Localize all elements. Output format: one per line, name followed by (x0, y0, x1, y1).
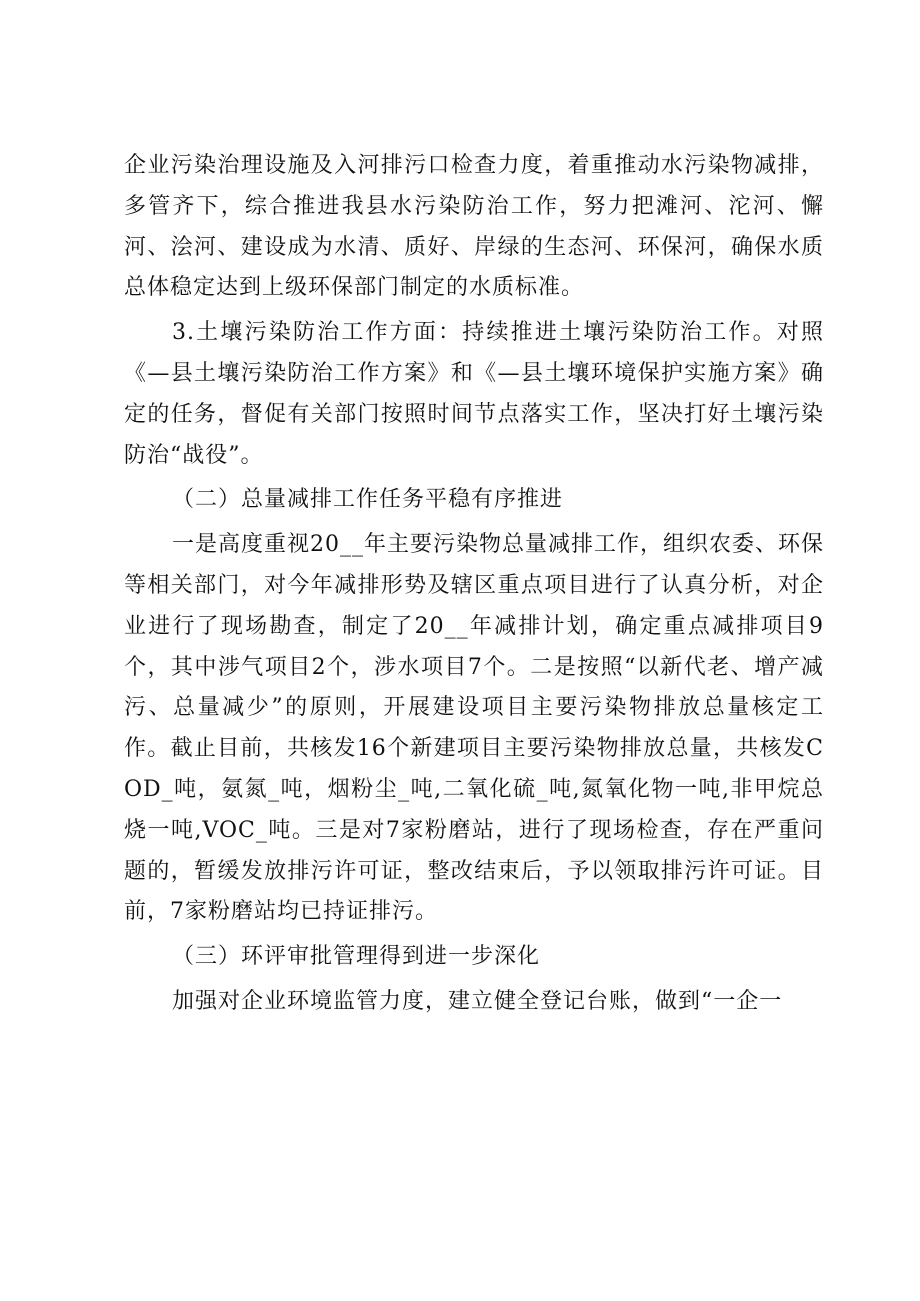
paragraph-water-pollution: 企业污染治理设施及入河排污口检查力度，着重推动水污染物减排，多管齐下，综合推进我县水污染防治工作，努力把滩河、沱河、懈河、浍河、建设成为水清、质好、岸绿的生态河、环保河，确保水质总体稳定达到上级环保部门制定的水质标准。 (124, 153, 824, 301)
section-heading-eia-approval: （三）环评审批管理得到进一步深化 (172, 944, 541, 970)
paragraph-enterprise-supervision: 加强对企业环境监管力度，建立健全登记台账，做到“一企一 (172, 988, 783, 1014)
section-heading-emission-reduction: （二）总量减排工作任务平稳有序推进 (172, 487, 564, 513)
paragraph-emission-reduction: 一是高度重视20__年主要污染物总量减排工作，组织农委、环保等相关部门，对今年减排形势及辖区重点项目进行了认真分析，对企业进行了现场勘查，制定了20__年减排计划，确定重点减排项目9个，其中涉气项目2个，涉水项目7个。二是按照“以新代老、增产减污、总量减少”的原则，开展建设项目主要污染物排放总量核定工作。截止目前，共核发16个新建项目主要污染物排放总量，共核发COD_吨，氨氮_吨，烟粉尘_吨,二氧化硫_吨,氮氧化物一吨,非甲烷总烧一吨,VOC_吨。三是对7家粉磨站，进行了现场检查，存在严重问题的，暂缓发放排污许可证，整改结束后，予以领取排污许可证。目前，7家粉磨站均已持证排污。 (124, 532, 824, 925)
paragraph-soil-pollution: 3.土壤污染防治工作方面：持续推进土壤污染防治工作。对照《—县土壤污染防治工作方案》和《—县土壤环境保护实施方案》确定的任务，督促有关部门按照时间节点落实工作，坚决打好土壤污染防治“战役”。 (124, 320, 824, 468)
document-body (124, 146, 824, 1023)
